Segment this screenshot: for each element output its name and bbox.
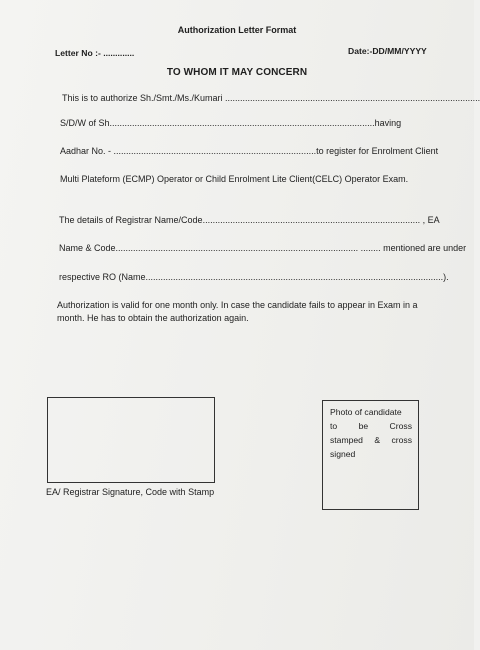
photo-box-line-2: to be Cross <box>330 421 412 431</box>
document-title: Authorization Letter Format <box>177 25 297 35</box>
ro-line: respective RO (Name.......................................................................................................................). <box>59 272 449 282</box>
relation-line: S/D/W of Sh..........................................................................................................having <box>60 118 402 128</box>
salutation: TO WHOM IT MAY CONCERN <box>166 67 308 78</box>
name-code-line: Name & Code................................................................................................. ........ mentioned are under <box>59 243 467 253</box>
letter-number: Letter No :- ............. <box>55 48 135 58</box>
exam-line: Multi Plateform (ECMP) Operator or Child Enrolment Lite Client(CELC) Operator Exam. <box>60 174 409 184</box>
signature-box <box>47 397 215 483</box>
photo-box-line-1: Photo of candidate <box>330 407 402 417</box>
aadhar-line: Aadhar No. - .................................................................................to register for Enrolment Client <box>60 146 439 156</box>
photo-box <box>322 400 419 510</box>
signature-caption: EA/ Registrar Signature, Code with Stamp <box>46 487 215 497</box>
letter-date: Date:-DD/MM/YYYY <box>348 46 427 56</box>
authorize-line: This is to authorize Sh./Smt./Ms./Kumari ...................................................................................................... <box>62 93 480 103</box>
photo-box-line-4: signed <box>330 449 356 459</box>
registrar-line: The details of Registrar Name/Code....................................................................................... , EA <box>59 215 440 225</box>
validity-paragraph: Authorization is valid for one month only. In case the candidate fails to appear in Exam in a month. He has to obtain the authorization again. <box>57 300 418 323</box>
photo-box-line-3: stamped & cross <box>330 435 412 445</box>
